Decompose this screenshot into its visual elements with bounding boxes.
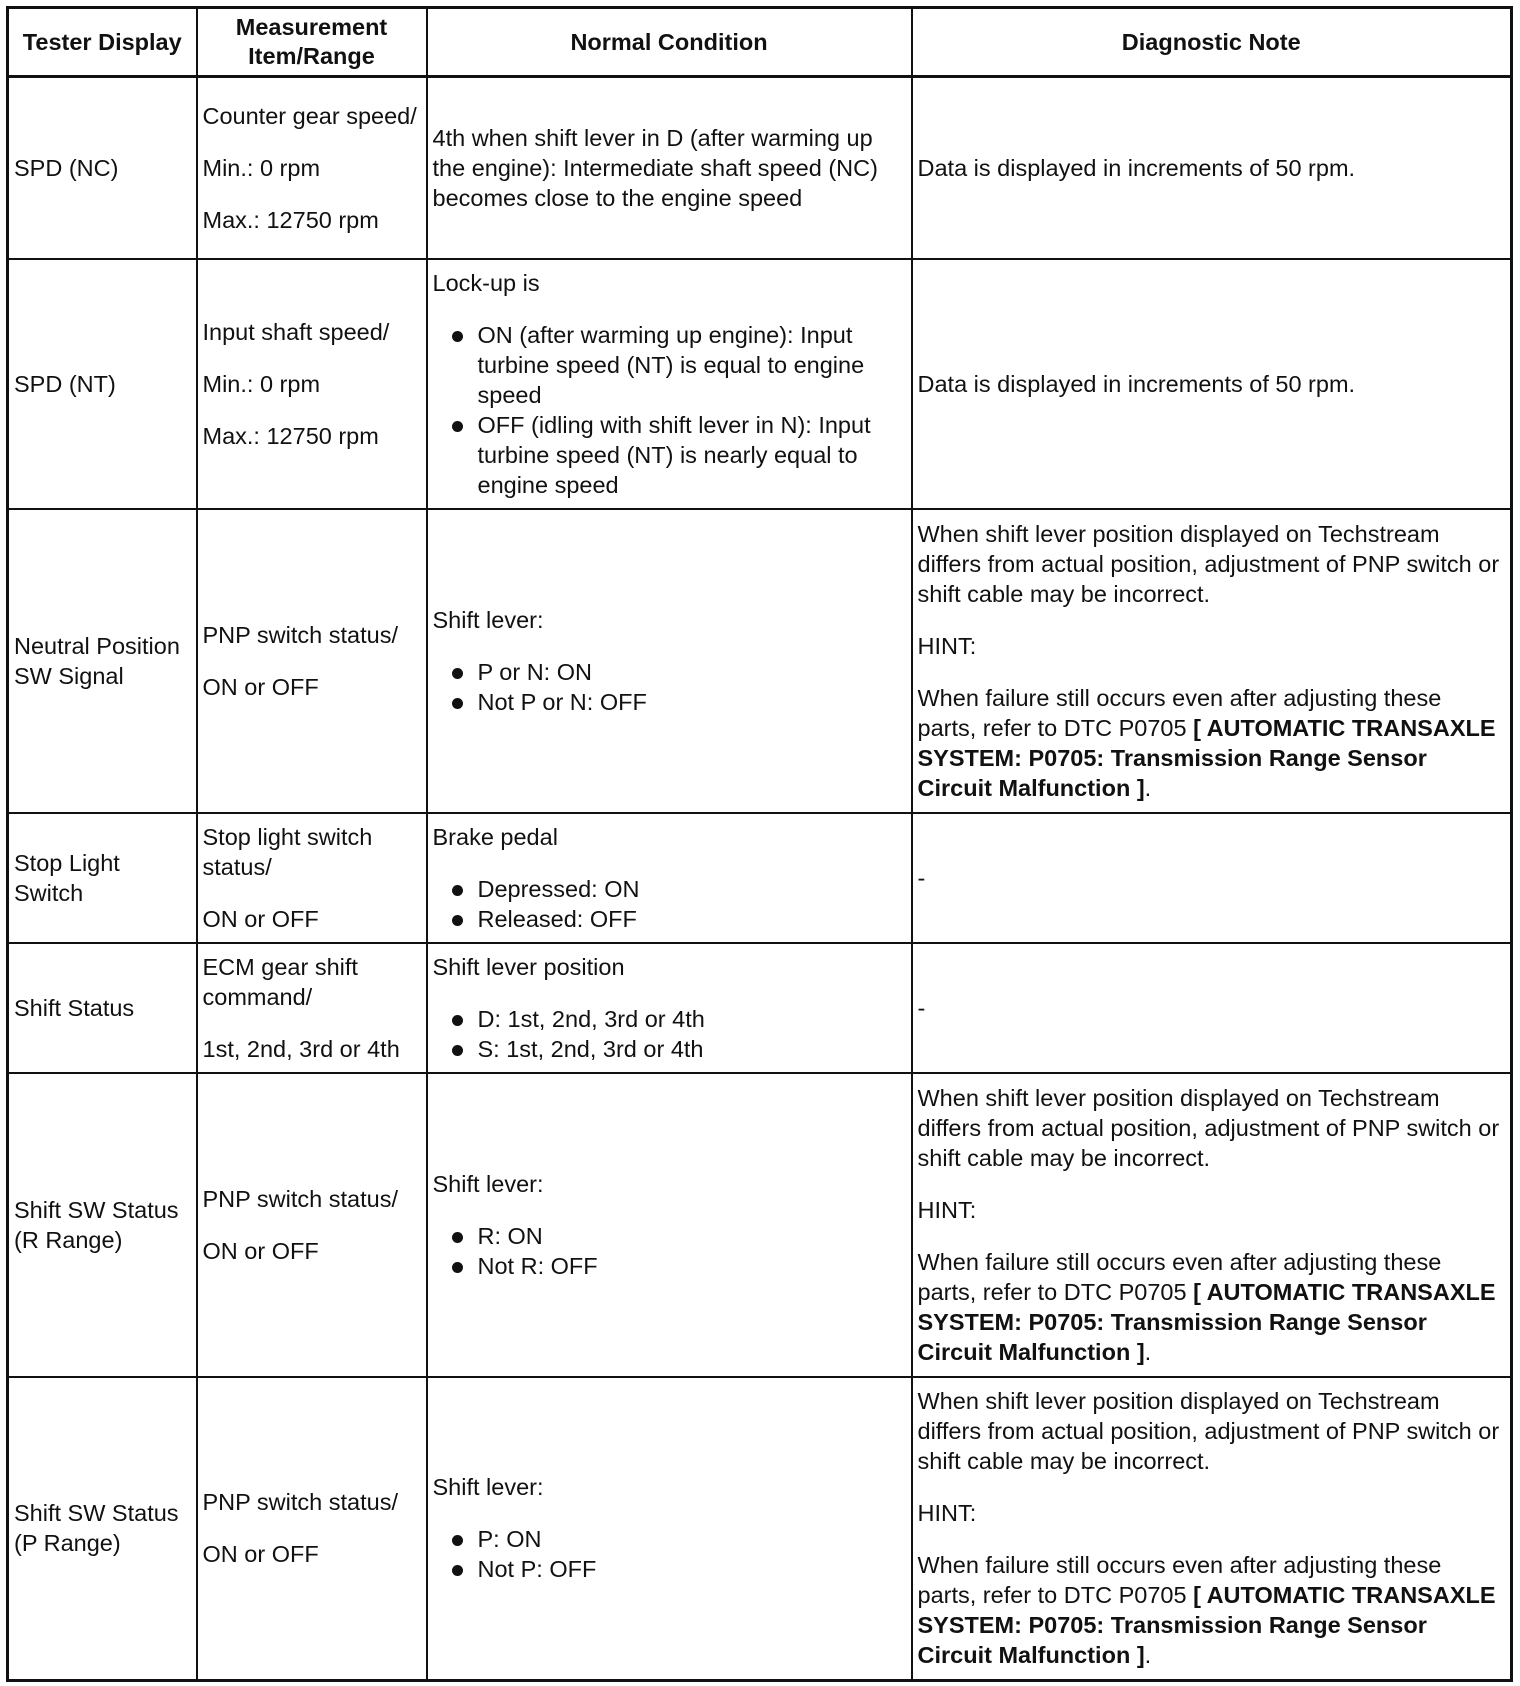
header-measurement-item: Measurement Item/Range [197,8,427,77]
normal-condition-cell: 4th when shift lever in D (after warming up the engine): Intermediate shaft speed (NC) becomes close to the engine speed [427,77,912,259]
dtc-reference: [ AUTOMATIC TRANSAXLE SYSTEM: P0705: Transmission Range Sensor Circuit Malfunction ] [917,1278,1496,1365]
diagnostic-note-cell: - [912,943,1512,1073]
list-item: P: ON [478,1524,906,1554]
normal-condition-cell: Shift lever: P: ON Not P: OFF [427,1377,912,1681]
list-item: Not R: OFF [478,1251,906,1281]
normal-condition-cell: Brake pedal Depressed: ON Released: OFF [427,813,912,943]
tester-display-cell: Shift SW Status (R Range) [8,1073,197,1377]
list-item: D: 1st, 2nd, 3rd or 4th [478,1004,906,1034]
measurement-cell: ECM gear shift command/ 1st, 2nd, 3rd or 4th [197,943,427,1073]
tester-display-cell: Neutral Position SW Signal [8,509,197,813]
list-item: Depressed: ON [478,874,906,904]
data-list-table-container [6,6,1513,1682]
list-item: P or N: ON [478,657,906,687]
tester-display-cell: SPD (NC) [8,77,197,259]
tester-display-cell: Shift SW Status (P Range) [8,1377,197,1681]
list-item: S: 1st, 2nd, 3rd or 4th [478,1034,906,1064]
list-item: Not P: OFF [478,1554,906,1584]
table-row [8,509,1512,813]
header-diagnostic-note: Diagnostic Note [912,8,1512,77]
list-item: ON (after warming up engine): Input turbine speed (NT) is equal to engine speed [478,320,906,410]
measurement-cell: PNP switch status/ ON or OFF [197,1377,427,1681]
dtc-reference: [ AUTOMATIC TRANSAXLE SYSTEM: P0705: Transmission Range Sensor Circuit Malfunction ] [917,1582,1496,1669]
table-row [8,813,1512,943]
normal-condition-cell: Shift lever: P or N: ON Not P or N: OFF [427,509,912,813]
measurement-cell: Counter gear speed/ Min.: 0 rpm Max.: 12750 rpm [197,77,427,259]
list-item: Released: OFF [478,904,906,934]
list-item: OFF (idling with shift lever in N): Input turbine speed (NT) is nearly equal to engine speed [478,410,906,500]
table-row [8,943,1512,1073]
tester-display-cell: SPD (NT) [8,259,197,509]
measurement-cell: PNP switch status/ ON or OFF [197,1073,427,1377]
diagnostic-note-cell: Data is displayed in increments of 50 rpm. [912,77,1512,259]
list-item: R: ON [478,1221,906,1251]
condition-list [433,874,906,934]
data-list-table [6,6,1513,1682]
normal-condition-cell: Shift lever position D: 1st, 2nd, 3rd or 4th S: 1st, 2nd, 3rd or 4th [427,943,912,1073]
condition-list [433,657,906,717]
tester-display-cell: Stop Light Switch [8,813,197,943]
table-row [8,77,1512,259]
table-row [8,259,1512,509]
measurement-cell: Input shaft speed/ Min.: 0 rpm Max.: 12750 rpm [197,259,427,509]
measurement-cell: PNP switch status/ ON or OFF [197,509,427,813]
measurement-cell: Stop light switch status/ ON or OFF [197,813,427,943]
diagnostic-note-cell: When shift lever position displayed on Techstream differs from actual position, adjustment of PNP switch or shift cable may be incorrect. HINT: When failure still occurs even after adjusting these parts, refer to DTC P0705 [ AUTOMATIC TRANSAXLE SYSTEM: P0705: Transmission Range Sensor Circuit Malfunction ]. [912,1073,1512,1377]
header-tester-display: Tester Display [8,8,197,77]
dtc-reference: [ AUTOMATIC TRANSAXLE SYSTEM: P0705: Transmission Range Sensor Circuit Malfunction ] [917,714,1496,801]
diagnostic-note-cell: When shift lever position displayed on Techstream differs from actual position, adjustment of PNP switch or shift cable may be incorrect. HINT: When failure still occurs even after adjusting these parts, refer to DTC P0705 [ AUTOMATIC TRANSAXLE SYSTEM: P0705: Transmission Range Sensor Circuit Malfunction ]. [912,1377,1512,1681]
header-row [8,8,1512,77]
list-item: Not P or N: OFF [478,687,906,717]
condition-list [433,320,906,500]
condition-list [433,1004,906,1064]
diagnostic-note-cell: When shift lever position displayed on Techstream differs from actual position, adjustment of PNP switch or shift cable may be incorrect. HINT: When failure still occurs even after adjusting these parts, refer to DTC P0705 [ AUTOMATIC TRANSAXLE SYSTEM: P0705: Transmission Range Sensor Circuit Malfunction ]. [912,509,1512,813]
diagnostic-note-cell: Data is displayed in increments of 50 rpm. [912,259,1512,509]
header-normal-condition: Normal Condition [427,8,912,77]
tester-display-cell: Shift Status [8,943,197,1073]
table-row [8,1073,1512,1377]
condition-list [433,1221,906,1281]
normal-condition-cell: Lock-up is ON (after warming up engine): Input turbine speed (NT) is equal to engine speed OFF (idling with shift lever in N): Input turbine speed (NT) is nearly equal to engine speed [427,259,912,509]
table-row [8,1377,1512,1681]
condition-list [433,1524,906,1584]
normal-condition-cell: Shift lever: R: ON Not R: OFF [427,1073,912,1377]
diagnostic-note-cell: - [912,813,1512,943]
